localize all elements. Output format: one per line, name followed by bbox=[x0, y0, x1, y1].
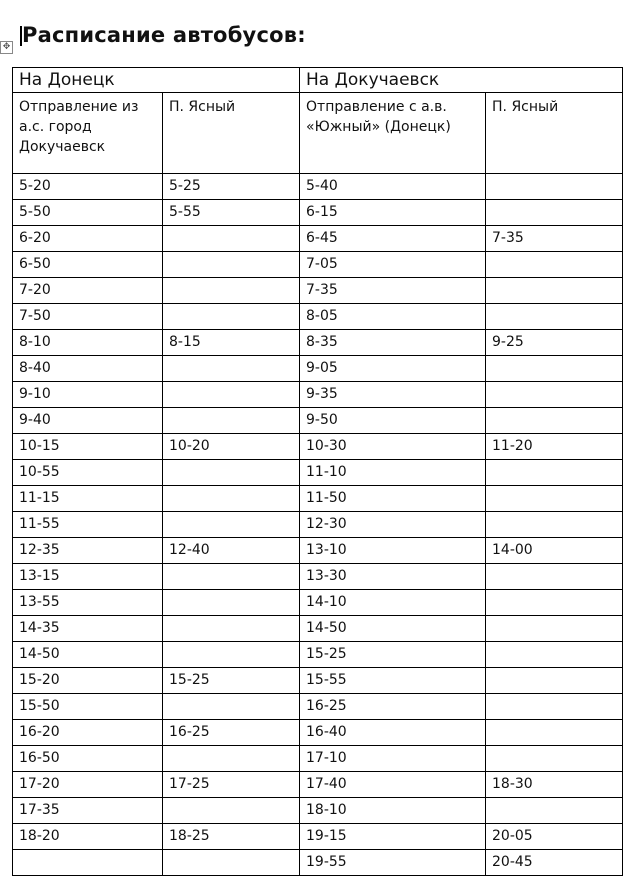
yasny-to-dokuchaevsk-cell bbox=[486, 668, 623, 694]
depart-dokuchaevsk-cell: 9-40 bbox=[13, 408, 163, 434]
yasny-to-dokuchaevsk-cell bbox=[486, 174, 623, 200]
depart-dokuchaevsk-cell: 14-35 bbox=[13, 616, 163, 642]
table-row bbox=[13, 668, 623, 694]
yasny-to-donetsk-cell bbox=[163, 512, 300, 538]
depart-dokuchaevsk-cell: 11-55 bbox=[13, 512, 163, 538]
depart-yuzhny-cell: 8-35 bbox=[300, 330, 486, 356]
yasny-to-donetsk-cell bbox=[163, 408, 300, 434]
yasny-to-donetsk-cell: 18-25 bbox=[163, 824, 300, 850]
depart-yuzhny-cell: 14-10 bbox=[300, 590, 486, 616]
yasny-to-dokuchaevsk-cell bbox=[486, 252, 623, 278]
table-row bbox=[13, 330, 623, 356]
table-row bbox=[13, 226, 623, 252]
depart-dokuchaevsk-cell: 5-50 bbox=[13, 200, 163, 226]
table-row bbox=[13, 694, 623, 720]
yasny-to-donetsk-cell bbox=[163, 356, 300, 382]
depart-yuzhny-cell: 17-40 bbox=[300, 772, 486, 798]
yasny-to-dokuchaevsk-cell bbox=[486, 720, 623, 746]
table-row bbox=[13, 798, 623, 824]
depart-dokuchaevsk-cell: 17-35 bbox=[13, 798, 163, 824]
yasny-to-donetsk-cell bbox=[163, 460, 300, 486]
yasny-to-dokuchaevsk-cell: 11-20 bbox=[486, 434, 623, 460]
header-yasny-1: П. Ясный bbox=[163, 93, 300, 174]
yasny-to-dokuchaevsk-cell: 9-25 bbox=[486, 330, 623, 356]
depart-yuzhny-cell: 9-05 bbox=[300, 356, 486, 382]
yasny-to-donetsk-cell bbox=[163, 590, 300, 616]
table-row bbox=[13, 512, 623, 538]
depart-dokuchaevsk-cell: 8-40 bbox=[13, 356, 163, 382]
yasny-to-donetsk-cell bbox=[163, 564, 300, 590]
depart-yuzhny-cell: 10-30 bbox=[300, 434, 486, 460]
depart-yuzhny-cell: 9-35 bbox=[300, 382, 486, 408]
table-row bbox=[13, 720, 623, 746]
depart-yuzhny-cell: 13-30 bbox=[300, 564, 486, 590]
depart-dokuchaevsk-cell: 15-20 bbox=[13, 668, 163, 694]
table-row bbox=[13, 252, 623, 278]
table-row bbox=[13, 408, 623, 434]
yasny-to-dokuchaevsk-cell bbox=[486, 356, 623, 382]
depart-yuzhny-cell: 17-10 bbox=[300, 746, 486, 772]
table-row bbox=[13, 824, 623, 850]
page-title: Расписание автобусов: bbox=[22, 23, 306, 47]
yasny-to-donetsk-cell bbox=[163, 746, 300, 772]
depart-yuzhny-cell: 11-10 bbox=[300, 460, 486, 486]
depart-yuzhny-cell: 13-10 bbox=[300, 538, 486, 564]
table-row bbox=[13, 538, 623, 564]
table-row bbox=[13, 460, 623, 486]
table-row bbox=[13, 746, 623, 772]
yasny-to-dokuchaevsk-cell bbox=[486, 278, 623, 304]
depart-dokuchaevsk-cell: 12-35 bbox=[13, 538, 163, 564]
depart-dokuchaevsk-cell: 16-20 bbox=[13, 720, 163, 746]
table-move-handle-icon[interactable]: ✥ bbox=[0, 41, 13, 54]
depart-dokuchaevsk-cell: 7-50 bbox=[13, 304, 163, 330]
depart-dokuchaevsk-cell bbox=[13, 850, 163, 876]
depart-dokuchaevsk-cell: 10-15 bbox=[13, 434, 163, 460]
yasny-to-donetsk-cell bbox=[163, 382, 300, 408]
yasny-to-dokuchaevsk-cell: 18-30 bbox=[486, 772, 623, 798]
yasny-to-dokuchaevsk-cell bbox=[486, 304, 623, 330]
table-row bbox=[13, 486, 623, 512]
yasny-to-donetsk-cell bbox=[163, 850, 300, 876]
depart-yuzhny-cell: 7-35 bbox=[300, 278, 486, 304]
yasny-to-dokuchaevsk-cell bbox=[486, 382, 623, 408]
yasny-to-donetsk-cell: 5-55 bbox=[163, 200, 300, 226]
depart-dokuchaevsk-cell: 15-50 bbox=[13, 694, 163, 720]
yasny-to-donetsk-cell bbox=[163, 642, 300, 668]
yasny-to-dokuchaevsk-cell bbox=[486, 590, 623, 616]
yasny-to-donetsk-cell: 10-20 bbox=[163, 434, 300, 460]
depart-yuzhny-cell: 14-50 bbox=[300, 616, 486, 642]
depart-dokuchaevsk-cell: 14-50 bbox=[13, 642, 163, 668]
depart-yuzhny-cell: 11-50 bbox=[300, 486, 486, 512]
depart-dokuchaevsk-cell: 16-50 bbox=[13, 746, 163, 772]
yasny-to-dokuchaevsk-cell: 7-35 bbox=[486, 226, 623, 252]
depart-yuzhny-cell: 7-05 bbox=[300, 252, 486, 278]
yasny-to-donetsk-cell bbox=[163, 226, 300, 252]
yasny-to-dokuchaevsk-cell bbox=[486, 642, 623, 668]
depart-dokuchaevsk-cell: 5-20 bbox=[13, 174, 163, 200]
yasny-to-dokuchaevsk-cell bbox=[486, 200, 623, 226]
yasny-to-donetsk-cell bbox=[163, 798, 300, 824]
depart-yuzhny-cell: 16-25 bbox=[300, 694, 486, 720]
depart-dokuchaevsk-cell: 13-15 bbox=[13, 564, 163, 590]
yasny-to-donetsk-cell bbox=[163, 278, 300, 304]
depart-dokuchaevsk-cell: 9-10 bbox=[13, 382, 163, 408]
table-row bbox=[13, 642, 623, 668]
depart-dokuchaevsk-cell: 6-50 bbox=[13, 252, 163, 278]
table-row bbox=[13, 174, 623, 200]
depart-dokuchaevsk-cell: 17-20 bbox=[13, 772, 163, 798]
depart-yuzhny-cell: 15-55 bbox=[300, 668, 486, 694]
yasny-to-donetsk-cell bbox=[163, 304, 300, 330]
depart-yuzhny-cell: 5-40 bbox=[300, 174, 486, 200]
yasny-to-donetsk-cell bbox=[163, 616, 300, 642]
yasny-to-dokuchaevsk-cell bbox=[486, 694, 623, 720]
yasny-to-dokuchaevsk-cell bbox=[486, 486, 623, 512]
direction-to-donetsk: На Донецк bbox=[13, 68, 300, 93]
yasny-to-donetsk-cell bbox=[163, 694, 300, 720]
yasny-to-dokuchaevsk-cell bbox=[486, 616, 623, 642]
depart-yuzhny-cell: 8-05 bbox=[300, 304, 486, 330]
depart-dokuchaevsk-cell: 10-55 bbox=[13, 460, 163, 486]
table-row bbox=[13, 278, 623, 304]
yasny-to-donetsk-cell bbox=[163, 252, 300, 278]
schedule-table bbox=[12, 67, 623, 876]
depart-dokuchaevsk-cell: 18-20 bbox=[13, 824, 163, 850]
depart-yuzhny-cell: 16-40 bbox=[300, 720, 486, 746]
table-row bbox=[13, 434, 623, 460]
yasny-to-dokuchaevsk-cell bbox=[486, 512, 623, 538]
yasny-to-dokuchaevsk-cell: 20-45 bbox=[486, 850, 623, 876]
header-depart-dokuchaevsk: Отправление из а.с. город Докучаевск bbox=[13, 93, 163, 174]
table-row bbox=[13, 590, 623, 616]
depart-dokuchaevsk-cell: 7-20 bbox=[13, 278, 163, 304]
depart-yuzhny-cell: 19-15 bbox=[300, 824, 486, 850]
depart-dokuchaevsk-cell: 6-20 bbox=[13, 226, 163, 252]
depart-yuzhny-cell: 6-15 bbox=[300, 200, 486, 226]
depart-yuzhny-cell: 12-30 bbox=[300, 512, 486, 538]
yasny-to-dokuchaevsk-cell bbox=[486, 564, 623, 590]
yasny-to-donetsk-cell: 8-15 bbox=[163, 330, 300, 356]
depart-yuzhny-cell: 18-10 bbox=[300, 798, 486, 824]
table-row bbox=[13, 356, 623, 382]
yasny-to-dokuchaevsk-cell bbox=[486, 460, 623, 486]
table-row bbox=[13, 850, 623, 876]
table-row bbox=[13, 564, 623, 590]
depart-yuzhny-cell: 6-45 bbox=[300, 226, 486, 252]
yasny-to-donetsk-cell bbox=[163, 486, 300, 512]
yasny-to-dokuchaevsk-cell bbox=[486, 798, 623, 824]
direction-to-dokuchaevsk: На Докучаевск bbox=[300, 68, 623, 93]
depart-dokuchaevsk-cell: 13-55 bbox=[13, 590, 163, 616]
yasny-to-donetsk-cell: 16-25 bbox=[163, 720, 300, 746]
column-header-row bbox=[13, 93, 623, 174]
direction-row bbox=[13, 68, 623, 93]
yasny-to-dokuchaevsk-cell bbox=[486, 746, 623, 772]
depart-yuzhny-cell: 9-50 bbox=[300, 408, 486, 434]
yasny-to-donetsk-cell: 5-25 bbox=[163, 174, 300, 200]
header-depart-yuzhny: Отправление с а.в. «Южный» (Донецк) bbox=[300, 93, 486, 174]
yasny-to-donetsk-cell: 15-25 bbox=[163, 668, 300, 694]
table-row bbox=[13, 304, 623, 330]
table-row bbox=[13, 772, 623, 798]
yasny-to-dokuchaevsk-cell bbox=[486, 408, 623, 434]
yasny-to-donetsk-cell: 12-40 bbox=[163, 538, 300, 564]
table-row bbox=[13, 616, 623, 642]
table-row bbox=[13, 200, 623, 226]
header-yasny-2: П. Ясный bbox=[486, 93, 623, 174]
depart-yuzhny-cell: 19-55 bbox=[300, 850, 486, 876]
yasny-to-dokuchaevsk-cell: 14-00 bbox=[486, 538, 623, 564]
depart-yuzhny-cell: 15-25 bbox=[300, 642, 486, 668]
depart-dokuchaevsk-cell: 8-10 bbox=[13, 330, 163, 356]
depart-dokuchaevsk-cell: 11-15 bbox=[13, 486, 163, 512]
yasny-to-donetsk-cell: 17-25 bbox=[163, 772, 300, 798]
yasny-to-dokuchaevsk-cell: 20-05 bbox=[486, 824, 623, 850]
table-row bbox=[13, 382, 623, 408]
